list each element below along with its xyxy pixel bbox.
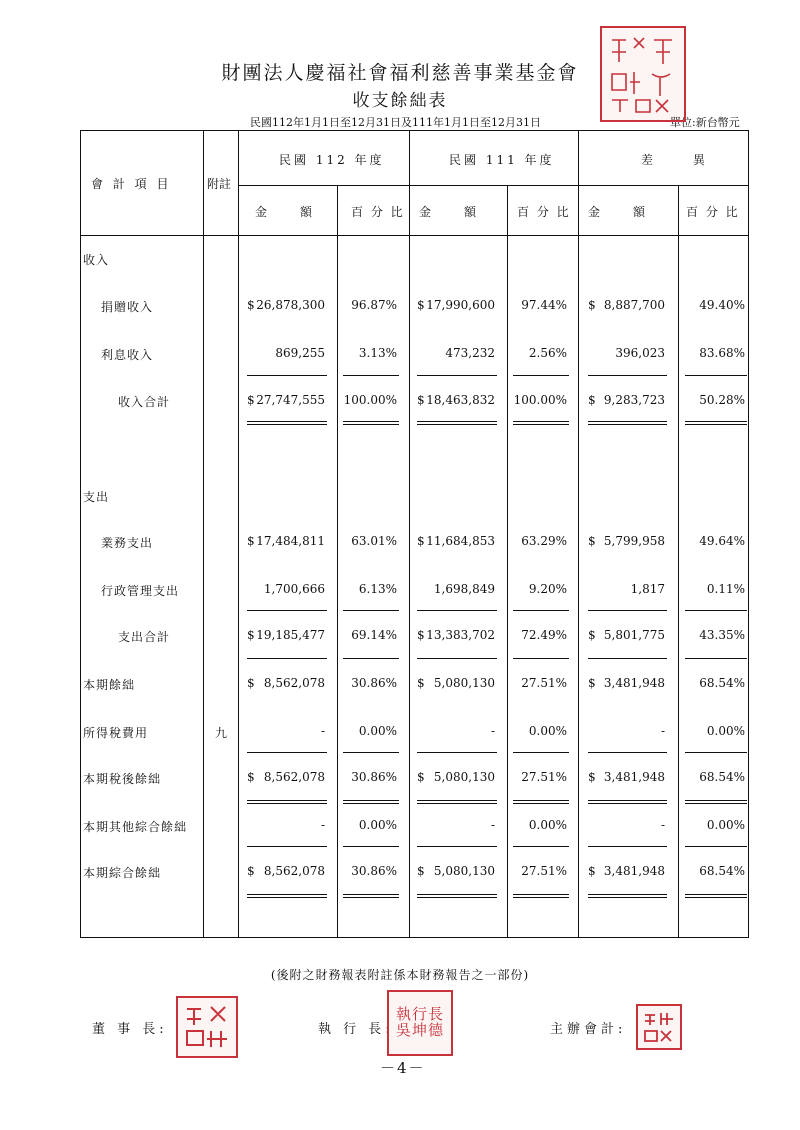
amount-value: 26,878,300 xyxy=(256,298,325,312)
currency-symbol: $ xyxy=(417,534,425,548)
amount-value: 5,801,775 xyxy=(603,628,665,642)
amount-cell xyxy=(247,770,325,784)
currency-symbol: $ xyxy=(588,676,596,690)
amount-cell xyxy=(417,298,495,312)
percent-cell: 0.00% xyxy=(528,818,567,832)
percent-cell: 63.01% xyxy=(351,534,397,548)
amount-cell: - xyxy=(660,724,665,738)
currency-symbol: $ xyxy=(588,393,596,407)
subtotal-rule xyxy=(588,610,667,611)
amount-value: 19,185,477 xyxy=(256,628,325,642)
amount-cell xyxy=(417,864,495,878)
amount-value: 11,684,853 xyxy=(426,534,495,548)
percent-cell: 30.86% xyxy=(351,864,397,878)
report-period: 民國112年1月1日至12月31日及111年1月1日至12月31日 xyxy=(250,116,541,129)
percent-cell: 27.51% xyxy=(521,864,567,878)
page-number: －4－ xyxy=(380,1059,426,1077)
percent-cell: 0.00% xyxy=(358,724,397,738)
amount-value: 3,481,948 xyxy=(603,864,665,878)
amount-cell: 1,817 xyxy=(630,582,665,596)
col-header-item: 會 計 項 目 xyxy=(91,177,172,191)
amount-cell: - xyxy=(320,818,325,832)
subtotal-rule xyxy=(513,375,569,376)
amount-cell xyxy=(247,628,325,642)
amount-header-111: 金 額 xyxy=(419,205,480,219)
amount-cell xyxy=(588,864,665,878)
row-label-subtotal: 收入合計 xyxy=(118,395,171,409)
currency-symbol: $ xyxy=(588,770,596,784)
row-label-subtotal: 支出合計 xyxy=(118,630,171,644)
ceo-seal: 執行長吳坤德 xyxy=(387,990,453,1056)
amount-value: 17,990,600 xyxy=(426,298,495,312)
section-label-expense: 支出 xyxy=(83,490,110,504)
col-divider xyxy=(409,131,410,937)
subtotal-rule xyxy=(247,658,327,659)
amount-value: 5,080,130 xyxy=(433,770,495,784)
group-header-diff: 差 異 xyxy=(641,153,723,167)
row-label: 業務支出 xyxy=(101,536,154,550)
col-divider xyxy=(678,185,679,937)
currency-symbol: $ xyxy=(417,864,425,878)
currency-symbol: $ xyxy=(247,393,255,407)
percent-cell: 49.40% xyxy=(699,298,745,312)
subtotal-rule xyxy=(685,752,747,753)
subtotal-rule xyxy=(343,846,399,847)
currency-symbol: $ xyxy=(588,534,596,548)
currency-symbol: $ xyxy=(247,676,255,690)
amount-cell xyxy=(417,770,495,784)
percent-cell: 30.86% xyxy=(351,770,397,784)
amount-value: 3,481,948 xyxy=(603,770,665,784)
total-double-rule xyxy=(247,894,327,898)
currency-symbol: $ xyxy=(417,676,425,690)
chairman-label: 董 事 長: xyxy=(92,1022,168,1037)
percent-cell: 49.64% xyxy=(699,534,745,548)
currency-symbol: $ xyxy=(247,864,255,878)
total-double-rule xyxy=(417,421,497,425)
currency-symbol: $ xyxy=(247,628,255,642)
percent-cell: 68.54% xyxy=(699,864,745,878)
percent-cell: 100.00% xyxy=(513,393,567,407)
percent-cell: 3.13% xyxy=(358,346,397,360)
subtotal-rule xyxy=(588,846,667,847)
total-double-rule xyxy=(343,894,399,898)
col-divider xyxy=(238,131,239,937)
subtotal-rule xyxy=(588,752,667,753)
subtotal-rule xyxy=(343,658,399,659)
pct-header-diff: 百 分 比 xyxy=(686,205,740,219)
col-divider xyxy=(203,131,204,937)
amount-value: 17,484,811 xyxy=(256,534,325,548)
amount-cell xyxy=(417,393,495,407)
amount-value: 3,481,948 xyxy=(603,676,665,690)
amount-cell: - xyxy=(490,818,495,832)
percent-cell: 2.56% xyxy=(528,346,567,360)
currency-symbol: $ xyxy=(588,864,596,878)
total-double-rule xyxy=(343,800,399,804)
percent-cell: 96.87% xyxy=(351,298,397,312)
seal-pattern-icon xyxy=(604,30,682,118)
amount-cell xyxy=(588,298,665,312)
group-header-111: 民國 111 年度 xyxy=(449,153,555,167)
subtotal-rule xyxy=(588,658,667,659)
amount-cell: 1,700,666 xyxy=(263,582,325,596)
amount-cell: 396,023 xyxy=(615,346,665,360)
report-title: 收支餘絀表 xyxy=(352,91,448,111)
total-double-rule xyxy=(685,800,747,804)
row-note: 九 xyxy=(215,726,228,740)
amount-value: 5,080,130 xyxy=(433,864,495,878)
header-divider xyxy=(238,185,748,186)
percent-cell: 30.86% xyxy=(351,676,397,690)
currency-symbol: $ xyxy=(417,298,425,312)
col-divider xyxy=(337,185,338,937)
currency-symbol: $ xyxy=(417,770,425,784)
amount-value: 8,562,078 xyxy=(263,770,325,784)
percent-cell: 68.54% xyxy=(699,676,745,690)
subtotal-rule xyxy=(247,375,327,376)
row-label: 本期稅後餘絀 xyxy=(83,772,162,786)
row-label: 本期綜合餘絀 xyxy=(83,866,162,880)
amount-cell: 1,698,849 xyxy=(433,582,495,596)
organization-name: 財團法人慶福社會福利慈善事業基金會 xyxy=(221,62,579,84)
row-label: 利息收入 xyxy=(101,348,154,362)
percent-cell: 27.51% xyxy=(521,676,567,690)
subtotal-rule xyxy=(417,610,497,611)
amount-header-diff: 金 額 xyxy=(588,205,649,219)
total-double-rule xyxy=(513,894,569,898)
percent-cell: 63.29% xyxy=(521,534,567,548)
footer-note: (後附之財務報表附註係本財務報告之一部份) xyxy=(270,968,530,982)
amount-value: 8,887,700 xyxy=(603,298,665,312)
total-double-rule xyxy=(513,800,569,804)
ceo-label: 執 行 長: xyxy=(318,1022,394,1037)
subtotal-rule xyxy=(343,752,399,753)
subtotal-rule xyxy=(513,610,569,611)
chairman-seal xyxy=(176,996,238,1058)
subtotal-rule xyxy=(417,846,497,847)
subtotal-rule xyxy=(417,375,497,376)
pct-header-112: 百 分 比 xyxy=(351,205,405,219)
seal-pattern-icon xyxy=(181,1001,233,1053)
amount-value: 8,562,078 xyxy=(263,676,325,690)
subtotal-rule xyxy=(417,752,497,753)
row-label: 捐贈收入 xyxy=(101,300,154,314)
subtotal-rule xyxy=(417,658,497,659)
amount-header-112: 金 額 xyxy=(255,205,316,219)
amount-cell xyxy=(588,393,665,407)
amount-cell xyxy=(247,676,325,690)
total-double-rule xyxy=(417,800,497,804)
currency-unit: 單位:新台幣元 xyxy=(670,116,740,129)
subtotal-rule xyxy=(247,610,327,611)
amount-value: 13,383,702 xyxy=(426,628,495,642)
amount-cell xyxy=(588,534,665,548)
percent-cell: 27.51% xyxy=(521,770,567,784)
total-double-rule xyxy=(247,421,327,425)
amount-cell: - xyxy=(490,724,495,738)
amount-cell xyxy=(247,864,325,878)
subtotal-rule xyxy=(685,658,747,659)
subtotal-rule xyxy=(685,846,747,847)
row-label: 本期其他綜合餘絀 xyxy=(83,820,188,834)
organization-seal xyxy=(600,26,686,122)
percent-cell: 68.54% xyxy=(699,770,745,784)
subtotal-rule xyxy=(685,610,747,611)
percent-cell: 9.20% xyxy=(528,582,567,596)
total-double-rule xyxy=(685,894,747,898)
seal-pattern-icon xyxy=(641,1009,677,1045)
pct-header-111: 百 分 比 xyxy=(517,205,571,219)
percent-cell: 50.28% xyxy=(699,393,745,407)
amount-cell: 473,232 xyxy=(445,346,495,360)
percent-cell: 0.00% xyxy=(706,818,745,832)
currency-symbol: $ xyxy=(417,393,425,407)
currency-symbol: $ xyxy=(247,770,255,784)
subtotal-rule xyxy=(685,375,747,376)
row-label: 本期餘絀 xyxy=(83,678,136,692)
total-double-rule xyxy=(513,421,569,425)
total-double-rule xyxy=(588,894,667,898)
amount-cell xyxy=(588,676,665,690)
amount-cell xyxy=(247,534,325,548)
total-double-rule xyxy=(588,800,667,804)
percent-cell: 0.11% xyxy=(706,582,745,596)
amount-value: 8,562,078 xyxy=(263,864,325,878)
total-double-rule xyxy=(417,894,497,898)
percent-cell: 97.44% xyxy=(521,298,567,312)
percent-cell: 0.00% xyxy=(358,818,397,832)
amount-cell: - xyxy=(660,818,665,832)
accountant-seal xyxy=(636,1004,682,1050)
currency-symbol: $ xyxy=(588,298,596,312)
amount-value: 9,283,723 xyxy=(603,393,665,407)
subtotal-rule xyxy=(513,752,569,753)
subtotal-rule xyxy=(247,846,327,847)
subtotal-rule xyxy=(513,658,569,659)
col-divider xyxy=(507,185,508,937)
amount-cell xyxy=(588,770,665,784)
currency-symbol: $ xyxy=(588,628,596,642)
currency-symbol: $ xyxy=(247,298,255,312)
amount-value: 5,080,130 xyxy=(433,676,495,690)
subtotal-rule xyxy=(343,610,399,611)
amount-cell xyxy=(588,628,665,642)
total-double-rule xyxy=(343,421,399,425)
currency-symbol: $ xyxy=(247,534,255,548)
total-double-rule xyxy=(685,421,747,425)
subtotal-rule xyxy=(343,375,399,376)
total-double-rule xyxy=(247,800,327,804)
subtotal-rule xyxy=(513,846,569,847)
total-double-rule xyxy=(588,421,667,425)
percent-cell: 69.14% xyxy=(351,628,397,642)
amount-value: 27,747,555 xyxy=(256,393,325,407)
amount-cell xyxy=(417,676,495,690)
amount-cell xyxy=(417,534,495,548)
amount-cell xyxy=(417,628,495,642)
row-label: 所得稅費用 xyxy=(83,726,149,740)
subtotal-rule xyxy=(588,375,667,376)
percent-cell: 100.00% xyxy=(343,393,397,407)
col-divider xyxy=(578,131,579,937)
percent-cell: 6.13% xyxy=(358,582,397,596)
percent-cell: 0.00% xyxy=(706,724,745,738)
percent-cell: 83.68% xyxy=(699,346,745,360)
amount-cell xyxy=(247,298,325,312)
group-header-112: 民國 112 年度 xyxy=(279,153,385,167)
percent-cell: 72.49% xyxy=(521,628,567,642)
income-statement-table xyxy=(80,130,749,938)
col-header-note: 附註 xyxy=(207,177,232,191)
amount-value: 18,463,832 xyxy=(426,393,495,407)
percent-cell: 43.35% xyxy=(699,628,745,642)
currency-symbol: $ xyxy=(417,628,425,642)
amount-cell xyxy=(247,393,325,407)
section-label-income: 收入 xyxy=(83,253,110,267)
subtotal-rule xyxy=(247,752,327,753)
row-label: 行政管理支出 xyxy=(101,584,180,598)
amount-cell: - xyxy=(320,724,325,738)
amount-value: 5,799,958 xyxy=(603,534,665,548)
header-bottom-rule xyxy=(81,235,748,236)
amount-cell: 869,255 xyxy=(275,346,325,360)
accountant-label: 主辦會計: xyxy=(550,1022,627,1037)
percent-cell: 0.00% xyxy=(528,724,567,738)
